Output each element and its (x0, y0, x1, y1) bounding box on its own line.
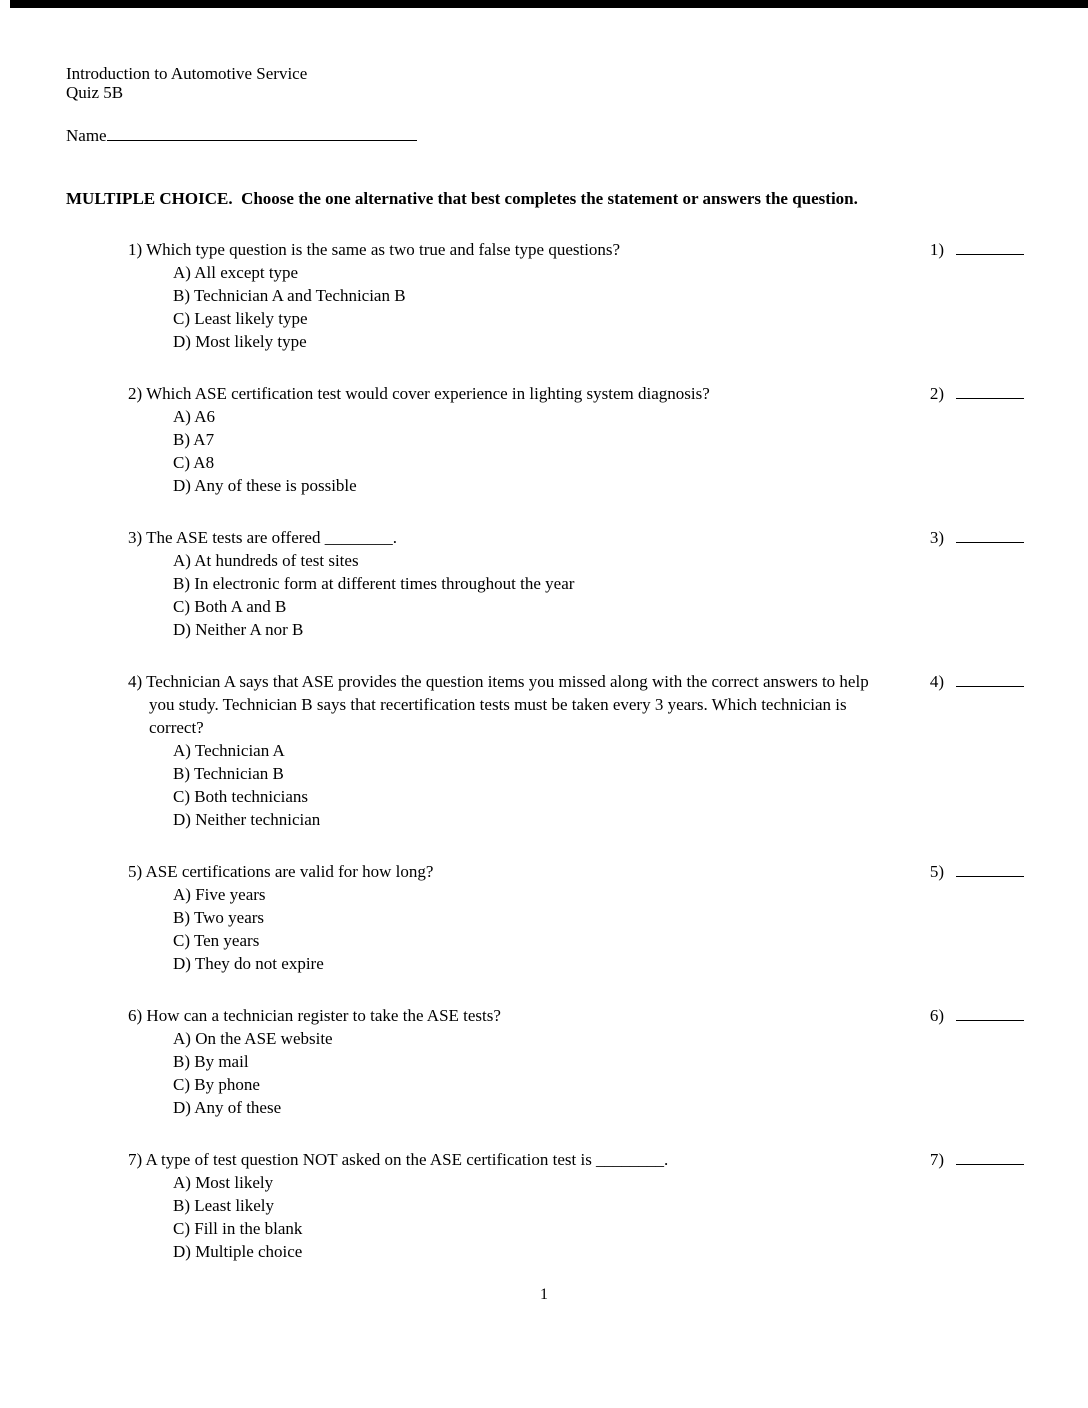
answer-choice: A) A6 (173, 407, 216, 426)
answer-choice: D) Neither A nor B (173, 620, 304, 639)
answer-blank-number: 1) (929, 240, 944, 259)
answer-choice: C) By phone (173, 1075, 260, 1094)
answer-choice: B) Least likely (173, 1196, 275, 1215)
answer-choice: D) Multiple choice (173, 1242, 303, 1261)
answer-choice: D) Any of these (173, 1098, 282, 1117)
question-body (128, 382, 870, 497)
name-blank-line (107, 126, 417, 141)
instructions-text: MULTIPLE CHOICE. Choose the one alternative that best completes the statement or answers the question. (66, 189, 858, 208)
answer-choice: D) Neither technician (173, 810, 321, 829)
answer-blank-number: 5) (929, 862, 944, 881)
question-row-4 (128, 670, 1024, 831)
question-body (128, 670, 870, 831)
answer-blank-line (956, 672, 1024, 687)
question-body (128, 238, 870, 353)
question-row-1 (128, 238, 1024, 353)
answer-blank-line (956, 1006, 1024, 1021)
document-header (66, 64, 1024, 102)
answer-choice: C) Both A and B (173, 597, 287, 616)
answer-choice: A) Five years (173, 885, 266, 904)
question-body (128, 860, 870, 975)
page-number: 1 (540, 1286, 548, 1303)
answer-blank (930, 382, 1024, 405)
answer-blank (930, 526, 1024, 549)
question-body (128, 526, 870, 641)
answer-choice: B) A7 (173, 430, 215, 449)
answer-blank-number: 6) (929, 1006, 944, 1025)
answer-choice: D) Most likely type (173, 332, 307, 351)
answer-blank-line (956, 528, 1024, 543)
answer-choice: B) Two years (173, 908, 265, 927)
question-text: 4) Technician A says that ASE provides the question items you missed along with the correct answers to help you study. Technician B says that recertification tests must be taken every 3 years. Which technician is correct? (128, 672, 869, 737)
choices-list (128, 405, 870, 497)
answer-blank (930, 1148, 1024, 1171)
question-text: 1) Which type question is the same as two true and false type questions? (128, 240, 621, 259)
answer-choice: C) Ten years (173, 931, 260, 950)
answer-choice: A) On the ASE website (173, 1029, 333, 1048)
answer-choice: A) Most likely (173, 1173, 274, 1192)
answer-blank-number: 7) (929, 1150, 944, 1169)
answer-blank (930, 238, 1024, 261)
choices-list (128, 883, 870, 975)
answer-choice: D) They do not expire (173, 954, 324, 973)
choices-list (128, 549, 870, 641)
question-body (128, 1004, 870, 1119)
answer-choice: C) Fill in the blank (173, 1219, 303, 1238)
answer-blank-line (956, 862, 1024, 877)
answer-choice: B) Technician B (173, 764, 284, 783)
answer-choice: A) At hundreds of test sites (173, 551, 359, 570)
question-text: 2) Which ASE certification test would cover experience in lighting system diagnosis? (128, 384, 710, 403)
name-label: Name (66, 126, 107, 145)
choices-list (128, 1171, 870, 1263)
question-text: 7) A type of test question NOT asked on the ASE certification test is ________. (128, 1150, 669, 1169)
answer-choice: C) A8 (173, 453, 215, 472)
choices-list (128, 261, 870, 353)
quiz-title: Quiz 5B (66, 83, 124, 102)
answer-blank (930, 670, 1024, 693)
question-text: 6) How can a technician register to take the ASE tests? (128, 1006, 501, 1025)
answer-blank (930, 1004, 1024, 1027)
answer-choice: C) Both technicians (173, 787, 309, 806)
question-row-5 (128, 860, 1024, 975)
answer-choice: A) Technician A (173, 741, 285, 760)
question-row-7 (128, 1148, 1024, 1263)
answer-blank-line (956, 1150, 1024, 1165)
answer-choice: B) In electronic form at different times throughout the year (173, 574, 575, 593)
answer-blank-number: 3) (929, 528, 944, 547)
question-text: 5) ASE certifications are valid for how long? (128, 862, 434, 881)
answer-blank-number: 2) (929, 384, 944, 403)
top-border-bar (10, 0, 1088, 8)
name-row (66, 124, 1024, 147)
answer-choice: B) By mail (173, 1052, 249, 1071)
answer-choice: D) Any of these is possible (173, 476, 357, 495)
answer-blank (930, 860, 1024, 883)
question-row-6 (128, 1004, 1024, 1119)
answer-choice: A) All except type (173, 263, 299, 282)
answer-blank-line (956, 240, 1024, 255)
answer-choice: C) Least likely type (173, 309, 308, 328)
question-row-2 (128, 382, 1024, 497)
choices-list (128, 1027, 870, 1119)
question-text: 3) The ASE tests are offered ________. (128, 528, 397, 547)
answer-blank-number: 4) (929, 672, 944, 691)
answer-blank-line (956, 384, 1024, 399)
answer-choice: B) Technician A and Technician B (173, 286, 406, 305)
choices-list (128, 739, 870, 831)
course-title: Introduction to Automotive Service (66, 64, 308, 83)
question-body (128, 1148, 870, 1263)
question-row-3 (128, 526, 1024, 641)
questions-list (66, 238, 1024, 1263)
